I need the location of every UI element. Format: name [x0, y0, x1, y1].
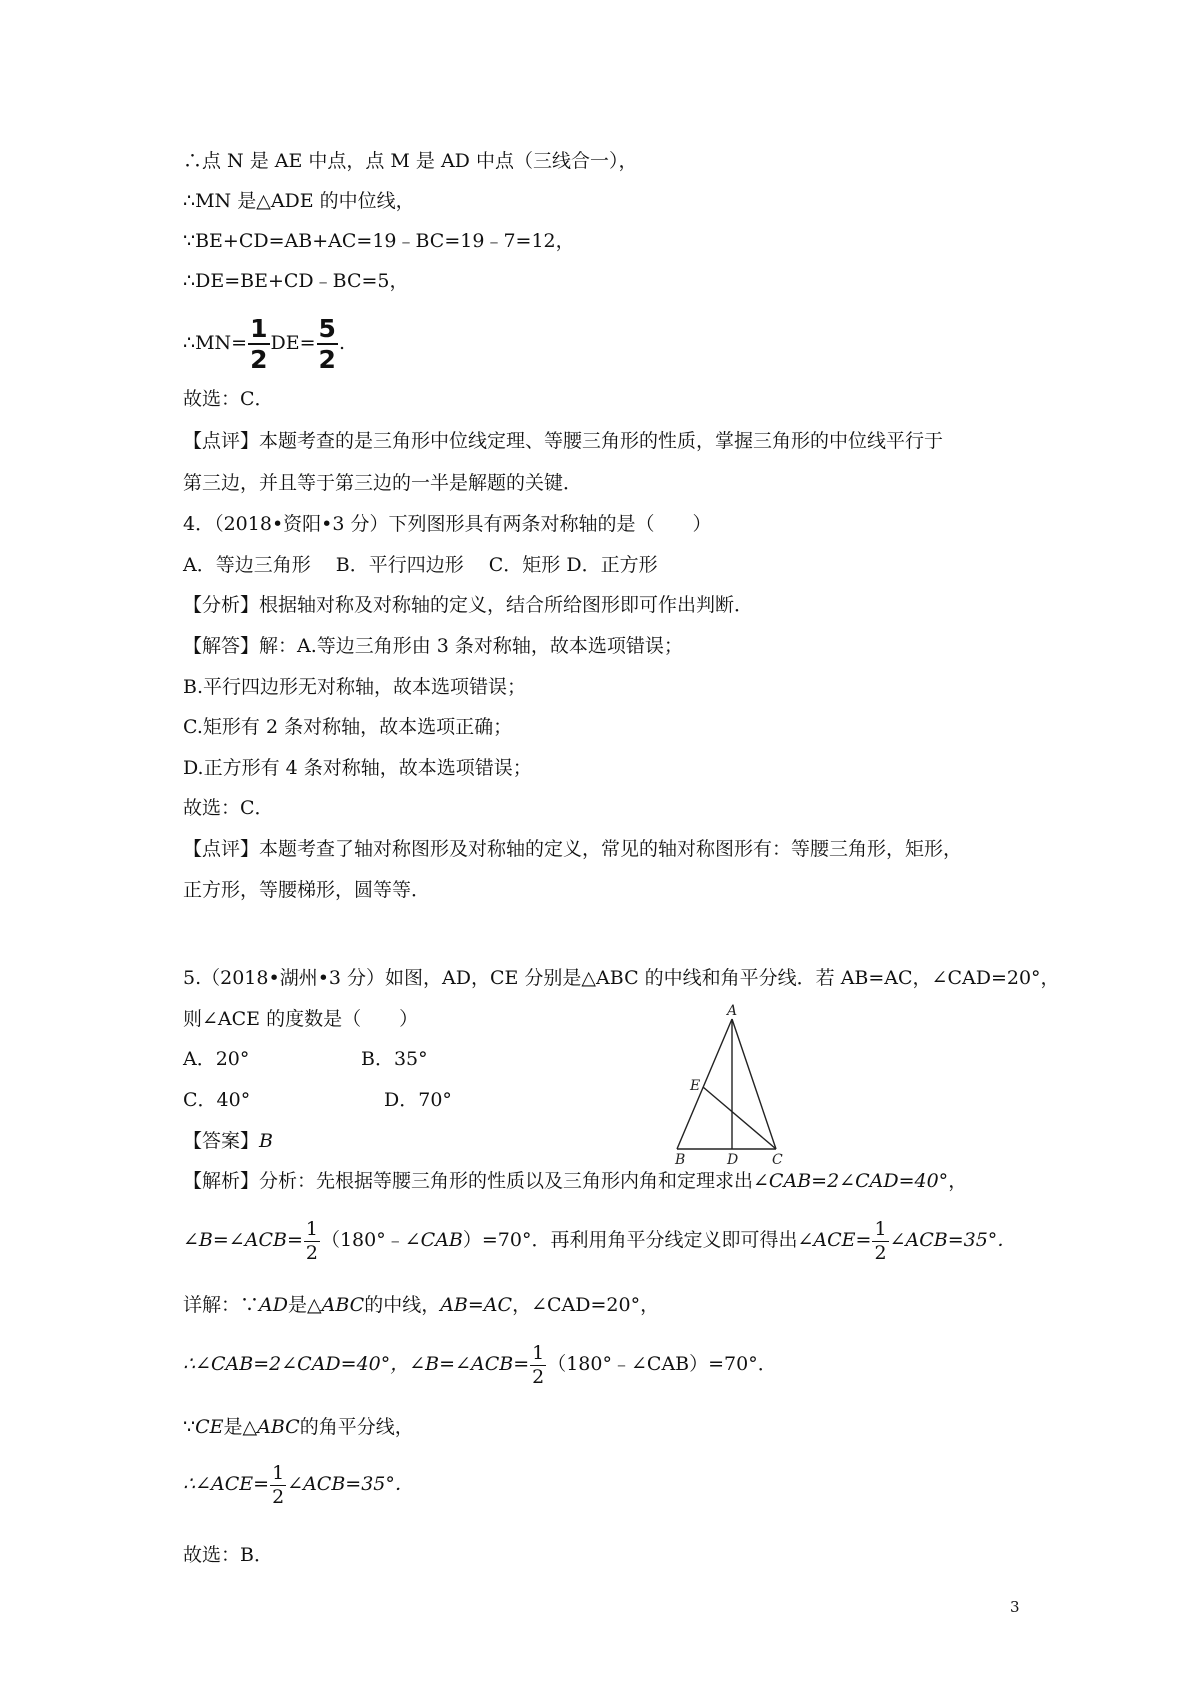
denominator: 2 [532, 1365, 545, 1388]
comment-line: 【点评】本题考查了轴对称图形及对称轴的定义，常见的轴对称图形有：等腰三角形，矩形， [183, 838, 963, 860]
option-d: D．70° [384, 1089, 452, 1111]
answer-line [183, 1129, 273, 1153]
text-line: ∴MN 是△ADE 的中位线， [183, 190, 415, 212]
answer-choice: 故选：B． [183, 1544, 273, 1566]
detail-line [183, 1293, 659, 1317]
numerator: 5 [318, 314, 336, 343]
label-e: E [690, 1078, 701, 1094]
math-var: ABC [321, 1294, 365, 1316]
math-var: ABC [257, 1416, 300, 1438]
numerator: 1 [305, 1217, 318, 1240]
detail-line [183, 1454, 414, 1514]
math-var: AD [259, 1294, 288, 1316]
question-stem: 则∠ACE 的度数是（ ） [183, 1008, 419, 1030]
detail-line [183, 1334, 777, 1394]
label-d: D [727, 1152, 739, 1168]
option-c: C．40° [183, 1089, 251, 1111]
side-ab [677, 1019, 732, 1149]
solution-line: 【解答】解：A.等边三角形由 3 条对称轴，故本选项错误； [183, 635, 683, 657]
text-line: ∴点 N 是 AE 中点，点 M 是 AD 中点（三线合一）， [183, 150, 638, 172]
answer-value: B [259, 1130, 273, 1152]
text-line: ∴DE=BE+CD﹣BC=5， [183, 270, 409, 292]
math-expression: ∠ACB=35°． [287, 1473, 414, 1495]
analysis-line: 【分析】根据轴对称及对称轴的定义，结合所给图形即可作出判断． [183, 594, 754, 616]
page-number: 3 [1010, 1598, 1020, 1616]
label-c: C [772, 1152, 783, 1168]
formula-text: . [338, 332, 345, 354]
label-b: B [675, 1152, 686, 1168]
answer-label: 【答案】 [183, 1130, 260, 1152]
numerator: 1 [874, 1217, 887, 1240]
analysis-text: ）=70°．再利用角平分线定义即可得出 [462, 1229, 798, 1251]
math-var: AB=AC [440, 1294, 513, 1316]
answer-choice: 故选：C． [183, 388, 274, 410]
question-stem: 4．（2018•资阳•3 分）下列图形具有两条对称轴的是（ ） [183, 513, 712, 535]
denominator: 2 [874, 1241, 887, 1264]
numerator: 1 [250, 314, 268, 343]
fraction [530, 1341, 546, 1388]
solution-line: C.矩形有 2 条对称轴，故本选项正确； [183, 716, 513, 738]
option-b: B．35° [361, 1048, 428, 1070]
math-expression: ∠ACB=35°． [889, 1229, 1017, 1251]
detail-text: ，∠CAD=20°， [512, 1294, 660, 1316]
numerator: 1 [532, 1341, 545, 1364]
analysis-line [183, 1210, 1016, 1270]
detail-text: ∵ [183, 1416, 196, 1438]
denominator: 2 [250, 345, 268, 374]
detail-text: 的角平分线， [299, 1416, 414, 1438]
math-expression: ∠ACE= [797, 1229, 872, 1251]
math-expression: ∠B=∠ACB= [183, 1229, 303, 1251]
option-a: A．20° [183, 1048, 250, 1070]
fraction [304, 1217, 320, 1264]
denominator: 2 [305, 1241, 318, 1264]
math-expression: ∴∠CAB=2∠CAD=40°，∠B=∠ACB= [183, 1353, 530, 1375]
detail-text: 是△ [223, 1416, 258, 1438]
math-text: （180°﹣∠ [320, 1229, 421, 1251]
label-a: A [727, 1003, 738, 1019]
formula-text: DE= [270, 332, 316, 354]
answer-choice: 故选：C． [183, 797, 274, 819]
math-expression: ∴∠ACE= [183, 1473, 270, 1495]
solution-line: B.平行四边形无对称轴，故本选项错误； [183, 676, 527, 698]
denominator: 2 [272, 1485, 285, 1508]
numerator: 1 [272, 1461, 285, 1484]
solution-line: D.正方形有 4 条对称轴，故本选项错误； [183, 757, 532, 779]
comment-line: 第三边，并且等于第三边的一半是解题的关键． [183, 472, 583, 494]
mn-formula-line [183, 313, 345, 373]
fraction [317, 316, 338, 372]
formula-text: ∴MN= [183, 332, 248, 354]
text-line: ∵BE+CD=AB+AC=19﹣BC=19﹣7=12， [183, 230, 575, 252]
analysis-line [183, 1169, 967, 1193]
fraction [270, 1461, 286, 1508]
fraction [248, 316, 269, 372]
math-var: CAB [420, 1229, 463, 1251]
question-options: A．等边三角形 B．平行四边形 C．矩形 D．正方形 [183, 554, 658, 576]
analysis-text: ， [948, 1170, 968, 1192]
comment-line: 正方形，等腰梯形，圆等等． [183, 879, 431, 901]
math-expression: ∠CAB=2∠CAD=40° [753, 1170, 949, 1192]
analysis-text: 【解析】分析：先根据等腰三角形的性质以及三角形内角和定理求出 [183, 1170, 754, 1192]
detail-line [183, 1415, 414, 1439]
comment-line: 【点评】本题考查的是三角形中位线定理、等腰三角形的性质，掌握三角形的中位线平行于 [183, 430, 944, 452]
triangle-figure [660, 1000, 800, 1168]
detail-text: 详解：∵ [183, 1294, 260, 1316]
math-var: CE [195, 1416, 224, 1438]
math-expression: （180°﹣∠CAB）=70°． [547, 1353, 777, 1375]
fraction [872, 1217, 888, 1264]
question-stem: 5.（2018•湖州•3 分）如图，AD，CE 分别是△ABC 的中线和角平分线．若 AB=AC，∠CAD=20°， [183, 967, 1060, 989]
detail-text: 是△ [287, 1294, 322, 1316]
detail-text: 的中线， [364, 1294, 441, 1316]
denominator: 2 [318, 345, 336, 374]
